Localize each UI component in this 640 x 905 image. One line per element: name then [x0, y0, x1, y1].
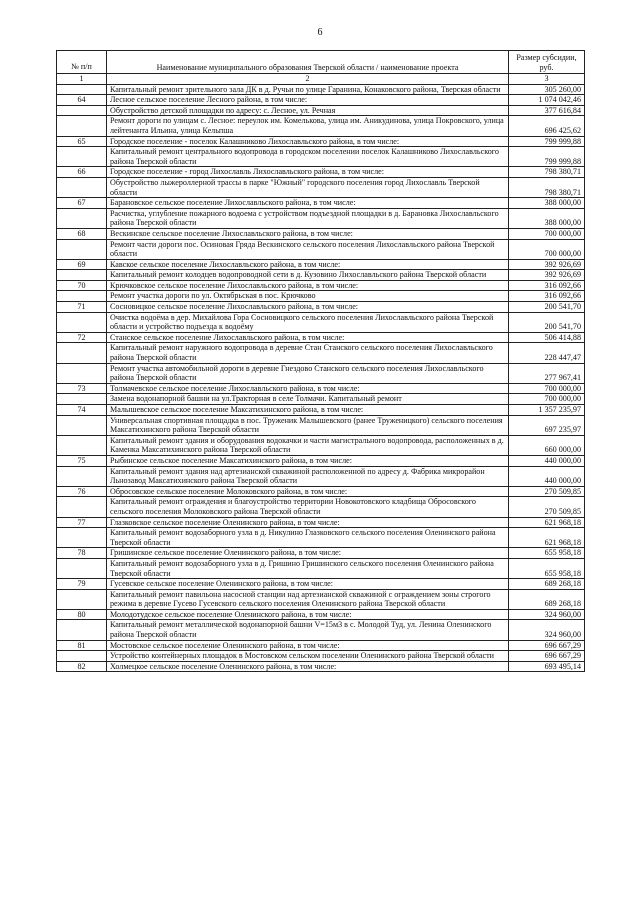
settlement-row: [57, 332, 585, 343]
row-amount: 200 541,70: [509, 312, 585, 332]
row-number: [57, 343, 107, 363]
row-number: [57, 497, 107, 517]
row-name: Ремонт дороги по улицам с. Лесное: переулок им. Комелькова, улица им. Аникудинова, улица Покровского, улица лейтенанта Ильина, улица Кельпша: [107, 116, 509, 136]
row-name: Толмачевское сельское поселение Лихославльского района, в том числе:: [107, 383, 509, 394]
row-number: [57, 466, 107, 486]
settlement-row: [57, 455, 585, 466]
project-row: [57, 589, 585, 609]
project-row: [57, 363, 585, 383]
row-amount: 506 414,88: [509, 332, 585, 343]
row-amount: 440 000,00: [509, 466, 585, 486]
row-number: 64: [57, 95, 107, 106]
row-amount: 700 000,00: [509, 239, 585, 259]
project-row: [57, 435, 585, 455]
row-name: Мостовское сельское поселение Оленинского района, в том числе:: [107, 640, 509, 651]
row-number: [57, 105, 107, 116]
row-number: [57, 177, 107, 197]
settlement-row: [57, 579, 585, 590]
index-col-1: 1: [57, 74, 107, 85]
row-name: Капитальный ремонт зрительного зала ДК в д. Ручьи по улице Гаранина, Конаковского района, Тверская области: [107, 84, 509, 95]
row-number: 81: [57, 640, 107, 651]
row-amount: 440 000,00: [509, 455, 585, 466]
row-amount: 277 967,41: [509, 363, 585, 383]
row-amount: 697 235,97: [509, 415, 585, 435]
row-name: Универсальная спортивная площадка в пос. Труженик Малышевского (ранее Труженицкого) сельского поселения Максатихинского района Тверской области: [107, 415, 509, 435]
project-row: [57, 147, 585, 167]
row-name: Вескинское сельское поселение Лихославльского района, в том числе:: [107, 228, 509, 239]
settlement-row: [57, 136, 585, 147]
row-name: Очистка водоёма в дер. Михайлова Гора Сосновицкого сельского поселения Лихославльского района Тверской области и устройство подъезда к водоёму: [107, 312, 509, 332]
row-number: 77: [57, 517, 107, 528]
project-row: [57, 116, 585, 136]
row-number: 70: [57, 280, 107, 291]
row-amount: 392 926,69: [509, 259, 585, 270]
project-row: [57, 312, 585, 332]
row-amount: 655 958,18: [509, 548, 585, 559]
header-index: № п/п: [57, 51, 107, 74]
row-number: [57, 312, 107, 332]
settlement-row: [57, 280, 585, 291]
row-name: Расчистка, углубление пожарного водоема с устройством подъездной площадки в д. Барановка Лихославльского района Тверской области: [107, 208, 509, 228]
row-number: [57, 291, 107, 302]
project-row: [57, 291, 585, 302]
row-number: [57, 528, 107, 548]
row-number: 78: [57, 548, 107, 559]
project-row: [57, 497, 585, 517]
row-amount: 388 000,00: [509, 208, 585, 228]
row-amount: 798 380,71: [509, 167, 585, 178]
row-name: Холмецкое сельское поселение Оленинского района, в том числе:: [107, 661, 509, 672]
row-amount: 689 268,18: [509, 579, 585, 590]
row-amount: 700 000,00: [509, 228, 585, 239]
row-amount: 655 958,18: [509, 558, 585, 578]
table-body: [57, 84, 585, 672]
project-row: [57, 270, 585, 281]
row-name: Ремонт участка дороги по ул. Октябрьская в пос. Крючково: [107, 291, 509, 302]
settlement-row: [57, 486, 585, 497]
row-amount: 798 380,71: [509, 177, 585, 197]
row-name: Барановское сельское поселение Лихославльского района, в том числе:: [107, 198, 509, 209]
row-number: 69: [57, 259, 107, 270]
index-col-3: 3: [509, 74, 585, 85]
row-name: Ремонт участка автомобильной дороги в деревне Гнездово Станского сельского поселения Лихославльского района Тверской области: [107, 363, 509, 383]
row-amount: 377 616,84: [509, 105, 585, 116]
row-number: [57, 394, 107, 405]
settlement-row: [57, 198, 585, 209]
row-amount: 696 667,29: [509, 640, 585, 651]
row-amount: 200 541,70: [509, 302, 585, 313]
row-number: [57, 651, 107, 662]
row-number: 73: [57, 383, 107, 394]
row-number: [57, 558, 107, 578]
subsidy-table: [56, 50, 585, 672]
row-number: 72: [57, 332, 107, 343]
settlement-row: [57, 167, 585, 178]
project-row: [57, 528, 585, 548]
settlement-row: [57, 405, 585, 416]
project-row: [57, 620, 585, 640]
header-name: Наименование муниципального образования Тверской области / наименование проекта: [107, 51, 509, 74]
index-col-2: 2: [107, 74, 509, 85]
settlement-row: [57, 383, 585, 394]
settlement-row: [57, 302, 585, 313]
row-name: Крючковское сельское поселение Лихославльского района, в том числе:: [107, 280, 509, 291]
row-number: 80: [57, 609, 107, 620]
row-number: 66: [57, 167, 107, 178]
row-amount: 392 926,69: [509, 270, 585, 281]
header-amount: Размер субсидии, руб.: [509, 51, 585, 74]
row-name: Обустройство лыжероллерной трассы в парке "Южный" городского поселения город Лихославль Тверской области: [107, 177, 509, 197]
row-number: 71: [57, 302, 107, 313]
row-number: 68: [57, 228, 107, 239]
settlement-row: [57, 548, 585, 559]
row-name: Капитальный ремонт водозаборного узла в д. Никулино Глазковского сельского поселения Оленинского района Тверской области: [107, 528, 509, 548]
row-name: Лесное сельское поселение Лесного района, в том числе:: [107, 95, 509, 106]
row-number: [57, 147, 107, 167]
row-name: Городское поселение - город Лихославль Лихославльского района, в том числе:: [107, 167, 509, 178]
settlement-row: [57, 259, 585, 270]
page-number: 6: [317, 27, 323, 38]
row-name: Замена водонапорной башни на ул.Тракторная в селе Толмачи. Капитальный ремонт: [107, 394, 509, 405]
project-row: [57, 105, 585, 116]
row-amount: 799 999,88: [509, 147, 585, 167]
settlement-row: [57, 517, 585, 528]
subsidy-table-container: [56, 50, 584, 672]
row-name: Молодотудское сельское поселение Оленинского района, в том числе:: [107, 609, 509, 620]
project-row: [57, 343, 585, 363]
row-amount: 270 509,85: [509, 486, 585, 497]
row-name: Обросовское сельское поселение Молоковского района, в том числе:: [107, 486, 509, 497]
settlement-row: [57, 661, 585, 672]
row-amount: 270 509,85: [509, 497, 585, 517]
row-number: [57, 415, 107, 435]
row-number: 65: [57, 136, 107, 147]
row-amount: 388 000,00: [509, 198, 585, 209]
row-name: Кавское сельское поселение Лихославльского района, в том числе:: [107, 259, 509, 270]
project-row: [57, 466, 585, 486]
row-amount: 689 268,18: [509, 589, 585, 609]
row-name: Капитальный ремонт здания над артезианской скважиной расположенной по адресу д. Фабрика микрорайон Льнозавод Максатихинского района Тверской области: [107, 466, 509, 486]
row-number: [57, 208, 107, 228]
table-index-row: [57, 74, 585, 85]
row-amount: 1 357 235,97: [509, 405, 585, 416]
row-name: Городское поселение - поселок Калашниково Лихославльского района, в том числе:: [107, 136, 509, 147]
row-amount: 324 960,00: [509, 609, 585, 620]
row-number: [57, 239, 107, 259]
project-row: [57, 177, 585, 197]
row-name: Капитальный ремонт водозаборного узла в д. Гришино Гришинского сельского поселения Оленинского района Тверской области: [107, 558, 509, 578]
row-amount: 700 000,00: [509, 394, 585, 405]
row-number: [57, 116, 107, 136]
row-amount: 621 968,18: [509, 528, 585, 548]
project-row: [57, 394, 585, 405]
row-amount: 621 968,18: [509, 517, 585, 528]
row-name: Капитальный ремонт наружного водопровода в деревне Стан Станского сельского поселения Лихославльского района Тверской области: [107, 343, 509, 363]
row-number: [57, 84, 107, 95]
project-row: [57, 208, 585, 228]
row-number: [57, 270, 107, 281]
row-number: 82: [57, 661, 107, 672]
row-amount: 316 092,66: [509, 280, 585, 291]
row-amount: 696 425,62: [509, 116, 585, 136]
row-amount: 1 074 042,46: [509, 95, 585, 106]
row-number: 74: [57, 405, 107, 416]
row-number: 75: [57, 455, 107, 466]
row-name: Капитальный ремонт здания и оборудования водокачки и части магистрального водопровода, расположенных в д. Каменка Максатихинского района Тверской области: [107, 435, 509, 455]
row-name: Ремонт части дороги пос. Осиновая Гряда Вескинского сельского поселения Лихославльского района Тверской области: [107, 239, 509, 259]
row-name: Рыбинское сельское поселение Максатихинского района, в том числе:: [107, 455, 509, 466]
settlement-row: [57, 95, 585, 106]
row-number: [57, 620, 107, 640]
row-number: [57, 435, 107, 455]
row-amount: 693 495,14: [509, 661, 585, 672]
row-name: Капитальный ремонт ограждения и благоустройство территории Новокотовского кладбища Обросовского сельского поселения Молоковского района Тверской области: [107, 497, 509, 517]
project-row: [57, 558, 585, 578]
settlement-row: [57, 640, 585, 651]
row-number: [57, 363, 107, 383]
row-name: Гусевское сельское поселение Оленинского района, в том числе:: [107, 579, 509, 590]
row-name: Гришинское сельское поселение Оленинского района, в том числе:: [107, 548, 509, 559]
row-amount: 799 999,88: [509, 136, 585, 147]
row-amount: 324 960,00: [509, 620, 585, 640]
row-amount: 316 092,66: [509, 291, 585, 302]
project-row: [57, 239, 585, 259]
row-name: Капитальный ремонт металлической водонапорной башни V=15м3 в с. Молодой Туд, ул. Ленина Оленинского района Тверской области: [107, 620, 509, 640]
project-row: [57, 415, 585, 435]
settlement-row: [57, 228, 585, 239]
row-name: Устройство контейнерных площадок в Мостовском сельском поселении Оленинского района Тверской области: [107, 651, 509, 662]
row-number: 76: [57, 486, 107, 497]
row-amount: 228 447,47: [509, 343, 585, 363]
row-amount: 660 000,00: [509, 435, 585, 455]
row-number: 79: [57, 579, 107, 590]
row-name: Малышевское сельское поселение Максатихинского района, в том числе:: [107, 405, 509, 416]
settlement-row: [57, 609, 585, 620]
row-name: Глазковское сельское поселение Оленинского района, в том числе:: [107, 517, 509, 528]
row-name: Сосновицкое сельское поселение Лихославльского района, в том числе:: [107, 302, 509, 313]
table-header-row: [57, 51, 585, 74]
row-name: Станское сельское поселение Лихославльского района, в том числе:: [107, 332, 509, 343]
row-number: [57, 589, 107, 609]
row-name: Капитальный ремонт павильона насосной станции над артезианской скважиной с ограждением зоны строгого режима в деревне Гусево Гусевского сельского поселения Оленинского района Тверской области: [107, 589, 509, 609]
row-amount: 700 000,00: [509, 383, 585, 394]
row-name: Обустройство детской площадки по адресу: с. Лесное, ул. Речная: [107, 105, 509, 116]
row-amount: 305 260,00: [509, 84, 585, 95]
row-number: 67: [57, 198, 107, 209]
project-row: [57, 84, 585, 95]
row-name: Капитальный ремонт колодцев водопроводной сети в д. Кузовино Лихославльского района Тверской области: [107, 270, 509, 281]
project-row: [57, 651, 585, 662]
row-name: Капитальный ремонт центрального водопровода в городском поселении поселок Калашниково Лихославльского района Тверской области: [107, 147, 509, 167]
row-amount: 696 667,29: [509, 651, 585, 662]
